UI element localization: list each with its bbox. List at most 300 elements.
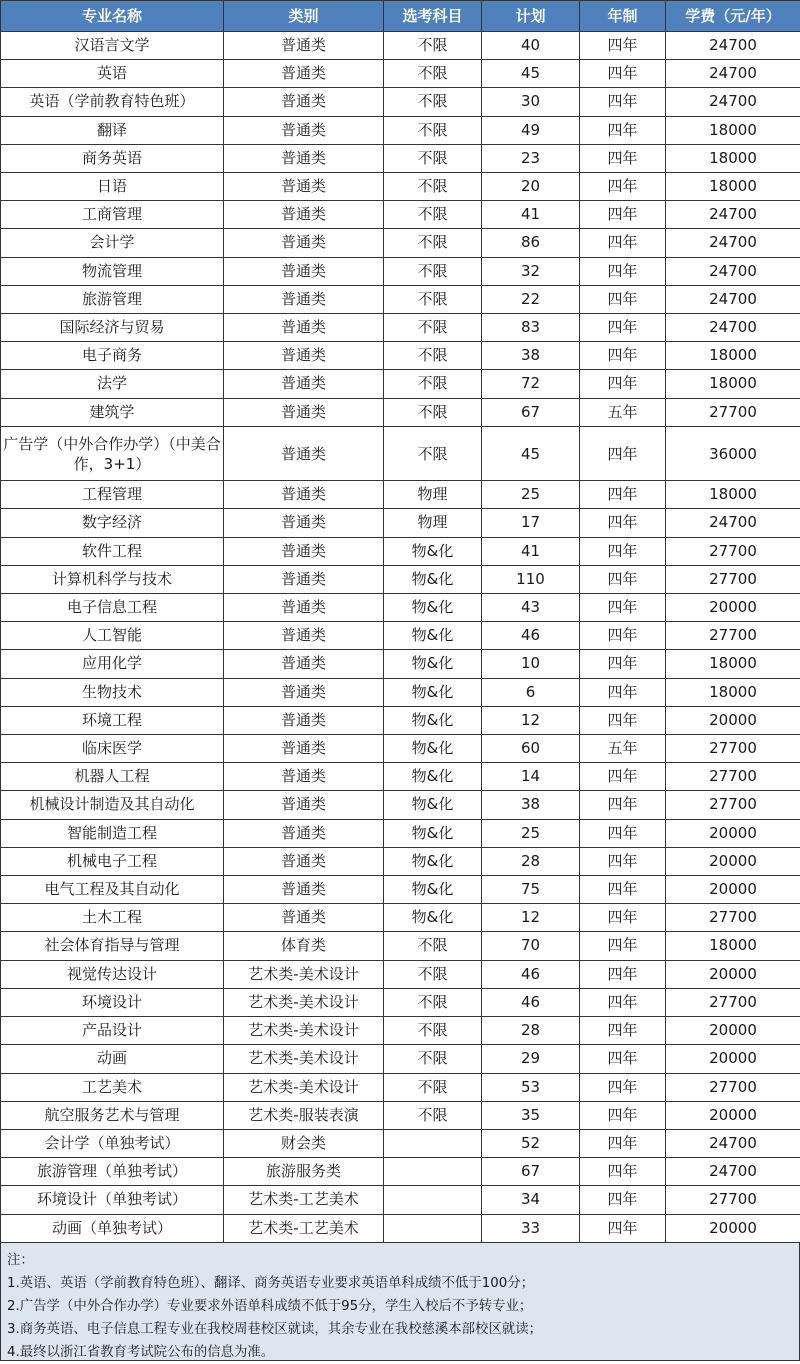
- cell-major: 人工智能: [1, 622, 224, 650]
- header-subjects: 选考科目: [384, 1, 482, 32]
- cell-major: 软件工程: [1, 537, 224, 565]
- cell-years: 四年: [580, 706, 666, 734]
- cell-category: 普通类: [224, 398, 384, 426]
- table-row: [1, 988, 800, 1016]
- cell-years: 四年: [580, 370, 666, 398]
- cell-years: 四年: [580, 650, 666, 678]
- cell-tuition: 24700: [666, 201, 800, 229]
- cell-subjects: 不限: [384, 314, 482, 342]
- cell-tuition: 27700: [666, 622, 800, 650]
- cell-tuition: 27700: [666, 537, 800, 565]
- cell-years: 四年: [580, 314, 666, 342]
- header-years: 年制: [580, 1, 666, 32]
- cell-tuition: 27700: [666, 791, 800, 819]
- cell-subjects: 不限: [384, 201, 482, 229]
- cell-subjects: 不限: [384, 398, 482, 426]
- cell-plan: 43: [482, 594, 580, 622]
- header-category: 类别: [224, 1, 384, 32]
- cell-major: 国际经济与贸易: [1, 314, 224, 342]
- cell-subjects: 物&化: [384, 565, 482, 593]
- table-row: [1, 1186, 800, 1214]
- cell-major: 日语: [1, 173, 224, 201]
- cell-major: 智能制造工程: [1, 819, 224, 847]
- cell-years: 五年: [580, 398, 666, 426]
- cell-major: 机械电子工程: [1, 847, 224, 875]
- cell-subjects: 不限: [384, 1045, 482, 1073]
- cell-major: 广告学（中外合作办学）（中美合作，3+1）: [1, 426, 224, 480]
- cell-major: 英语: [1, 60, 224, 88]
- cell-plan: 46: [482, 988, 580, 1016]
- cell-category: 普通类: [224, 201, 384, 229]
- cell-plan: 86: [482, 229, 580, 257]
- cell-tuition: 24700: [666, 257, 800, 285]
- table-row: [1, 426, 800, 480]
- cell-tuition: 18000: [666, 650, 800, 678]
- cell-tuition: 20000: [666, 594, 800, 622]
- cell-tuition: 18000: [666, 932, 800, 960]
- cell-years: 四年: [580, 426, 666, 480]
- cell-category: 普通类: [224, 32, 384, 60]
- cell-tuition: 24700: [666, 60, 800, 88]
- cell-category: 艺术类-美术设计: [224, 1045, 384, 1073]
- cell-plan: 52: [482, 1129, 580, 1157]
- cell-plan: 75: [482, 876, 580, 904]
- cell-years: 四年: [580, 904, 666, 932]
- table-row: [1, 791, 800, 819]
- cell-years: 四年: [580, 678, 666, 706]
- cell-plan: 49: [482, 116, 580, 144]
- cell-major: 物流管理: [1, 257, 224, 285]
- cell-plan: 14: [482, 763, 580, 791]
- cell-major: 环境工程: [1, 706, 224, 734]
- cell-plan: 41: [482, 201, 580, 229]
- cell-years: 四年: [580, 932, 666, 960]
- table-row: [1, 819, 800, 847]
- cell-category: 艺术类-工艺美术: [224, 1186, 384, 1214]
- cell-category: 普通类: [224, 342, 384, 370]
- cell-subjects: 不限: [384, 1017, 482, 1045]
- cell-subjects: [384, 1158, 482, 1186]
- cell-subjects: 物&化: [384, 763, 482, 791]
- cell-plan: 38: [482, 791, 580, 819]
- cell-plan: 32: [482, 257, 580, 285]
- cell-category: 普通类: [224, 257, 384, 285]
- cell-years: 四年: [580, 229, 666, 257]
- cell-plan: 29: [482, 1045, 580, 1073]
- cell-category: 普通类: [224, 229, 384, 257]
- cell-tuition: 27700: [666, 565, 800, 593]
- cell-plan: 110: [482, 565, 580, 593]
- cell-major: 机器人工程: [1, 763, 224, 791]
- table-row: [1, 847, 800, 875]
- table-row: [1, 1158, 800, 1186]
- cell-years: 四年: [580, 144, 666, 172]
- cell-tuition: 24700: [666, 285, 800, 313]
- cell-subjects: 物理: [384, 509, 482, 537]
- cell-years: 四年: [580, 173, 666, 201]
- cell-category: 艺术类-美术设计: [224, 960, 384, 988]
- table-row: [1, 60, 800, 88]
- cell-major: 法学: [1, 370, 224, 398]
- cell-category: 普通类: [224, 594, 384, 622]
- table-row: [1, 1073, 800, 1101]
- cell-category: 普通类: [224, 650, 384, 678]
- cell-years: 四年: [580, 876, 666, 904]
- cell-category: 体育类: [224, 932, 384, 960]
- table-row: [1, 32, 800, 60]
- cell-category: 艺术类-工艺美术: [224, 1214, 384, 1242]
- cell-years: 四年: [580, 763, 666, 791]
- cell-tuition: 36000: [666, 426, 800, 480]
- table-row: [1, 370, 800, 398]
- cell-subjects: 不限: [384, 116, 482, 144]
- cell-category: 普通类: [224, 60, 384, 88]
- cell-major: 英语（学前教育特色班）: [1, 88, 224, 116]
- cell-category: 普通类: [224, 678, 384, 706]
- cell-subjects: 不限: [384, 257, 482, 285]
- cell-tuition: 18000: [666, 678, 800, 706]
- cell-subjects: 不限: [384, 426, 482, 480]
- cell-plan: 6: [482, 678, 580, 706]
- cell-years: 四年: [580, 594, 666, 622]
- header-plan: 计划: [482, 1, 580, 32]
- cell-major: 生物技术: [1, 678, 224, 706]
- table-row: [1, 285, 800, 313]
- cell-tuition: 24700: [666, 314, 800, 342]
- cell-years: 四年: [580, 257, 666, 285]
- cell-years: 四年: [580, 509, 666, 537]
- cell-major: 商务英语: [1, 144, 224, 172]
- cell-plan: 40: [482, 32, 580, 60]
- cell-years: 四年: [580, 537, 666, 565]
- cell-tuition: 18000: [666, 370, 800, 398]
- cell-subjects: 不限: [384, 1073, 482, 1101]
- cell-subjects: 物&化: [384, 847, 482, 875]
- cell-category: 普通类: [224, 819, 384, 847]
- table-row: [1, 960, 800, 988]
- cell-major: 数字经济: [1, 509, 224, 537]
- note-item: 2.广告学（中外合作办学）专业要求外语单科成绩不低于95分，学生入校后不予转专业；: [7, 1295, 793, 1318]
- cell-category: 普通类: [224, 622, 384, 650]
- cell-category: 普通类: [224, 481, 384, 509]
- cell-category: 普通类: [224, 791, 384, 819]
- cell-category: 普通类: [224, 314, 384, 342]
- cell-category: 普通类: [224, 370, 384, 398]
- cell-major: 产品设计: [1, 1017, 224, 1045]
- cell-major: 社会体育指导与管理: [1, 932, 224, 960]
- cell-tuition: 20000: [666, 960, 800, 988]
- cell-plan: 22: [482, 285, 580, 313]
- cell-tuition: 24700: [666, 88, 800, 116]
- cell-plan: 23: [482, 144, 580, 172]
- note-item: 3.商务英语、电子信息工程专业在我校周巷校区就读，其余专业在我校慈溪本部校区就读；: [7, 1318, 793, 1341]
- cell-years: 四年: [580, 565, 666, 593]
- cell-plan: 46: [482, 960, 580, 988]
- cell-plan: 83: [482, 314, 580, 342]
- table-row: [1, 342, 800, 370]
- table-header-row: [1, 1, 800, 32]
- cell-major: 建筑学: [1, 398, 224, 426]
- cell-subjects: 物&化: [384, 537, 482, 565]
- cell-tuition: 27700: [666, 904, 800, 932]
- cell-years: 四年: [580, 847, 666, 875]
- cell-plan: 20: [482, 173, 580, 201]
- table-row: [1, 1017, 800, 1045]
- cell-tuition: 18000: [666, 342, 800, 370]
- cell-plan: 17: [482, 509, 580, 537]
- header-tuition: 学费（元/年）: [666, 1, 800, 32]
- cell-category: 普通类: [224, 565, 384, 593]
- table-row: [1, 116, 800, 144]
- cell-subjects: 不限: [384, 370, 482, 398]
- cell-major: 会计学: [1, 229, 224, 257]
- cell-subjects: 物&化: [384, 819, 482, 847]
- cell-plan: 60: [482, 735, 580, 763]
- cell-tuition: 20000: [666, 706, 800, 734]
- cell-plan: 45: [482, 60, 580, 88]
- cell-years: 四年: [580, 819, 666, 847]
- cell-tuition: 24700: [666, 32, 800, 60]
- cell-years: 四年: [580, 32, 666, 60]
- cell-category: 普通类: [224, 904, 384, 932]
- cell-years: 四年: [580, 1129, 666, 1157]
- cell-plan: 30: [482, 88, 580, 116]
- cell-tuition: 18000: [666, 173, 800, 201]
- cell-category: 普通类: [224, 285, 384, 313]
- cell-subjects: [384, 1129, 482, 1157]
- table-row: [1, 201, 800, 229]
- cell-category: 普通类: [224, 116, 384, 144]
- cell-major: 环境设计: [1, 988, 224, 1016]
- cell-plan: 70: [482, 932, 580, 960]
- table-row: [1, 481, 800, 509]
- cell-category: 普通类: [224, 537, 384, 565]
- cell-major: 机械设计制造及其自动化: [1, 791, 224, 819]
- cell-subjects: 不限: [384, 88, 482, 116]
- cell-subjects: 物&化: [384, 594, 482, 622]
- cell-subjects: 不限: [384, 988, 482, 1016]
- cell-category: 普通类: [224, 426, 384, 480]
- cell-tuition: 18000: [666, 116, 800, 144]
- cell-plan: 67: [482, 1158, 580, 1186]
- cell-major: 翻译: [1, 116, 224, 144]
- cell-major: 环境设计（单独考试）: [1, 1186, 224, 1214]
- cell-category: 普通类: [224, 509, 384, 537]
- note-item: 4.最终以浙江省教育考试院公布的信息为准。: [7, 1341, 793, 1364]
- cell-tuition: 20000: [666, 847, 800, 875]
- cell-plan: 46: [482, 622, 580, 650]
- cell-major: 旅游管理: [1, 285, 224, 313]
- cell-tuition: 24700: [666, 509, 800, 537]
- table-row: [1, 537, 800, 565]
- cell-years: 四年: [580, 622, 666, 650]
- cell-category: 普通类: [224, 763, 384, 791]
- cell-years: 四年: [580, 1186, 666, 1214]
- cell-subjects: 不限: [384, 960, 482, 988]
- cell-tuition: 20000: [666, 1017, 800, 1045]
- cell-subjects: 物&化: [384, 735, 482, 763]
- cell-tuition: 20000: [666, 1214, 800, 1242]
- cell-plan: 53: [482, 1073, 580, 1101]
- cell-category: 艺术类-美术设计: [224, 1017, 384, 1045]
- cell-years: 四年: [580, 791, 666, 819]
- table-row: [1, 1129, 800, 1157]
- cell-subjects: 不限: [384, 342, 482, 370]
- cell-subjects: 不限: [384, 144, 482, 172]
- cell-tuition: 27700: [666, 988, 800, 1016]
- cell-category: 普通类: [224, 876, 384, 904]
- table-row: [1, 257, 800, 285]
- table-row: [1, 144, 800, 172]
- cell-years: 四年: [580, 481, 666, 509]
- cell-tuition: 27700: [666, 1186, 800, 1214]
- cell-plan: 10: [482, 650, 580, 678]
- cell-major: 动画（单独考试）: [1, 1214, 224, 1242]
- cell-subjects: 物&化: [384, 904, 482, 932]
- cell-tuition: 20000: [666, 1045, 800, 1073]
- cell-category: 普通类: [224, 847, 384, 875]
- table-row: [1, 876, 800, 904]
- table-row: [1, 650, 800, 678]
- cell-tuition: 24700: [666, 229, 800, 257]
- cell-subjects: 物&化: [384, 706, 482, 734]
- cell-major: 临床医学: [1, 735, 224, 763]
- cell-subjects: 物&化: [384, 876, 482, 904]
- cell-major: 电子商务: [1, 342, 224, 370]
- cell-plan: 35: [482, 1101, 580, 1129]
- cell-major: 工商管理: [1, 201, 224, 229]
- cell-plan: 34: [482, 1186, 580, 1214]
- cell-category: 艺术类-服装表演: [224, 1101, 384, 1129]
- cell-years: 四年: [580, 1101, 666, 1129]
- cell-major: 航空服务艺术与管理: [1, 1101, 224, 1129]
- cell-tuition: 27700: [666, 1073, 800, 1101]
- cell-category: 艺术类-美术设计: [224, 988, 384, 1016]
- cell-major: 土木工程: [1, 904, 224, 932]
- cell-years: 四年: [580, 1017, 666, 1045]
- table-row: [1, 88, 800, 116]
- table-row: [1, 1214, 800, 1242]
- cell-tuition: 18000: [666, 144, 800, 172]
- cell-category: 财会类: [224, 1129, 384, 1157]
- cell-category: 旅游服务类: [224, 1158, 384, 1186]
- cell-tuition: 20000: [666, 1101, 800, 1129]
- cell-subjects: 不限: [384, 173, 482, 201]
- cell-subjects: 物&化: [384, 678, 482, 706]
- cell-category: 普通类: [224, 735, 384, 763]
- cell-category: 普通类: [224, 144, 384, 172]
- table-row: [1, 1045, 800, 1073]
- cell-plan: 12: [482, 904, 580, 932]
- cell-plan: 28: [482, 1017, 580, 1045]
- cell-major: 应用化学: [1, 650, 224, 678]
- cell-years: 四年: [580, 201, 666, 229]
- cell-category: 普通类: [224, 173, 384, 201]
- cell-plan: 72: [482, 370, 580, 398]
- cell-major: 动画: [1, 1045, 224, 1073]
- cell-major: 电气工程及其自动化: [1, 876, 224, 904]
- cell-plan: 45: [482, 426, 580, 480]
- table-row: [1, 932, 800, 960]
- cell-years: 四年: [580, 1158, 666, 1186]
- cell-tuition: 27700: [666, 735, 800, 763]
- cell-category: 普通类: [224, 88, 384, 116]
- header-major: 专业名称: [1, 1, 224, 32]
- table-row: [1, 904, 800, 932]
- cell-major: 视觉传达设计: [1, 960, 224, 988]
- cell-years: 四年: [580, 1073, 666, 1101]
- table-body: [1, 32, 800, 1243]
- cell-subjects: 物&化: [384, 791, 482, 819]
- table-row: [1, 173, 800, 201]
- cell-subjects: 物理: [384, 481, 482, 509]
- notes-title: 注：: [7, 1249, 793, 1272]
- cell-major: 工艺美术: [1, 1073, 224, 1101]
- notes-panel: [0, 1243, 800, 1361]
- cell-tuition: 24700: [666, 1158, 800, 1186]
- cell-tuition: 24700: [666, 1129, 800, 1157]
- cell-subjects: 不限: [384, 1101, 482, 1129]
- cell-subjects: 不限: [384, 32, 482, 60]
- cell-plan: 41: [482, 537, 580, 565]
- cell-years: 四年: [580, 1045, 666, 1073]
- cell-major: 旅游管理（单独考试）: [1, 1158, 224, 1186]
- cell-years: 四年: [580, 960, 666, 988]
- cell-subjects: [384, 1186, 482, 1214]
- cell-years: 四年: [580, 285, 666, 313]
- cell-plan: 25: [482, 819, 580, 847]
- cell-major: 计算机科学与技术: [1, 565, 224, 593]
- cell-plan: 38: [482, 342, 580, 370]
- table-row: [1, 678, 800, 706]
- cell-years: 四年: [580, 60, 666, 88]
- cell-subjects: 物&化: [384, 650, 482, 678]
- note-item: 1.英语、英语（学前教育特色班）、翻译、商务英语专业要求英语单科成绩不低于100分；: [7, 1272, 793, 1295]
- cell-major: 汉语言文学: [1, 32, 224, 60]
- cell-tuition: 20000: [666, 876, 800, 904]
- table-row: [1, 509, 800, 537]
- table-row: [1, 314, 800, 342]
- table-row: [1, 622, 800, 650]
- cell-years: 四年: [580, 88, 666, 116]
- cell-years: 四年: [580, 116, 666, 144]
- cell-plan: 33: [482, 1214, 580, 1242]
- cell-category: 普通类: [224, 706, 384, 734]
- cell-category: 艺术类-美术设计: [224, 1073, 384, 1101]
- cell-tuition: 27700: [666, 763, 800, 791]
- cell-years: 五年: [580, 735, 666, 763]
- cell-tuition: 18000: [666, 481, 800, 509]
- table-row: [1, 398, 800, 426]
- cell-subjects: 不限: [384, 932, 482, 960]
- cell-plan: 67: [482, 398, 580, 426]
- cell-subjects: 不限: [384, 285, 482, 313]
- cell-tuition: 27700: [666, 398, 800, 426]
- cell-subjects: 物&化: [384, 622, 482, 650]
- table-row: [1, 706, 800, 734]
- cell-plan: 28: [482, 847, 580, 875]
- cell-plan: 25: [482, 481, 580, 509]
- cell-tuition: 20000: [666, 819, 800, 847]
- cell-years: 四年: [580, 1214, 666, 1242]
- table-row: [1, 565, 800, 593]
- cell-subjects: 不限: [384, 60, 482, 88]
- cell-years: 四年: [580, 342, 666, 370]
- table-row: [1, 763, 800, 791]
- cell-subjects: [384, 1214, 482, 1242]
- cell-years: 四年: [580, 988, 666, 1016]
- cell-major: 会计学（单独考试）: [1, 1129, 224, 1157]
